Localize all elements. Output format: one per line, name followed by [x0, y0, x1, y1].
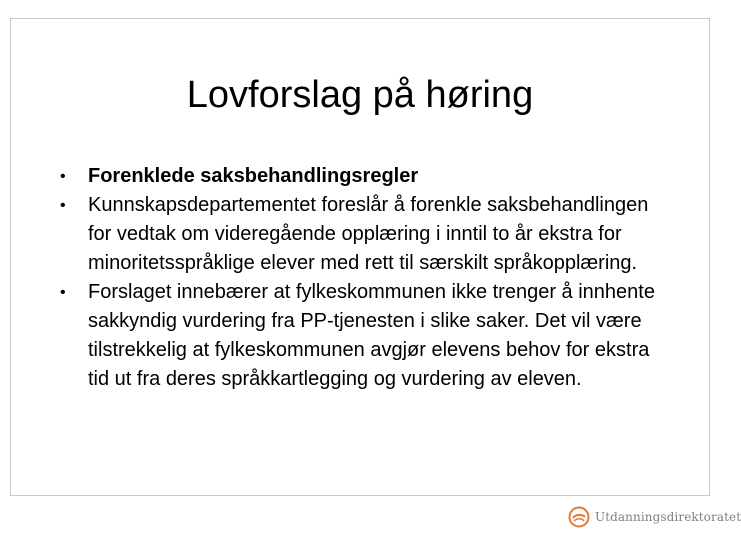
- slide-title: Lovforslag på høring: [186, 74, 534, 116]
- udir-logo-text: Utdanningsdirektoratet: [595, 510, 741, 524]
- bullet-item: [58, 162, 668, 191]
- bullet-marker: •: [60, 197, 66, 214]
- bullet-item: [58, 278, 668, 394]
- bullet-marker: •: [60, 168, 66, 185]
- bullet-text: Kunnskapsdepartementet foreslår å forenkle saksbehandlingen for vedtak om videregående opplæring i inntil to år ekstra for minoritetsspråklige elever med rett til særskilt språkopplæring.: [88, 194, 649, 274]
- bullet-list: [58, 162, 668, 394]
- bullet-item: [58, 191, 668, 278]
- udir-logo: [568, 504, 741, 530]
- udir-logo-icon: [568, 506, 590, 528]
- bullet-marker: •: [60, 284, 66, 301]
- bullet-text: Forslaget innebærer at fylkeskommunen ikke trenger å innhente sakkyndig vurdering fra PP-tjenesten i slike saker. Det vil være tilstrekkelig at fylkeskommunen avgjør elevens behov for ekstra tid ut fra deres språkkartlegging og vurdering av eleven.: [88, 281, 655, 390]
- bullet-text: Forenklede saksbehandlingsregler: [88, 165, 419, 187]
